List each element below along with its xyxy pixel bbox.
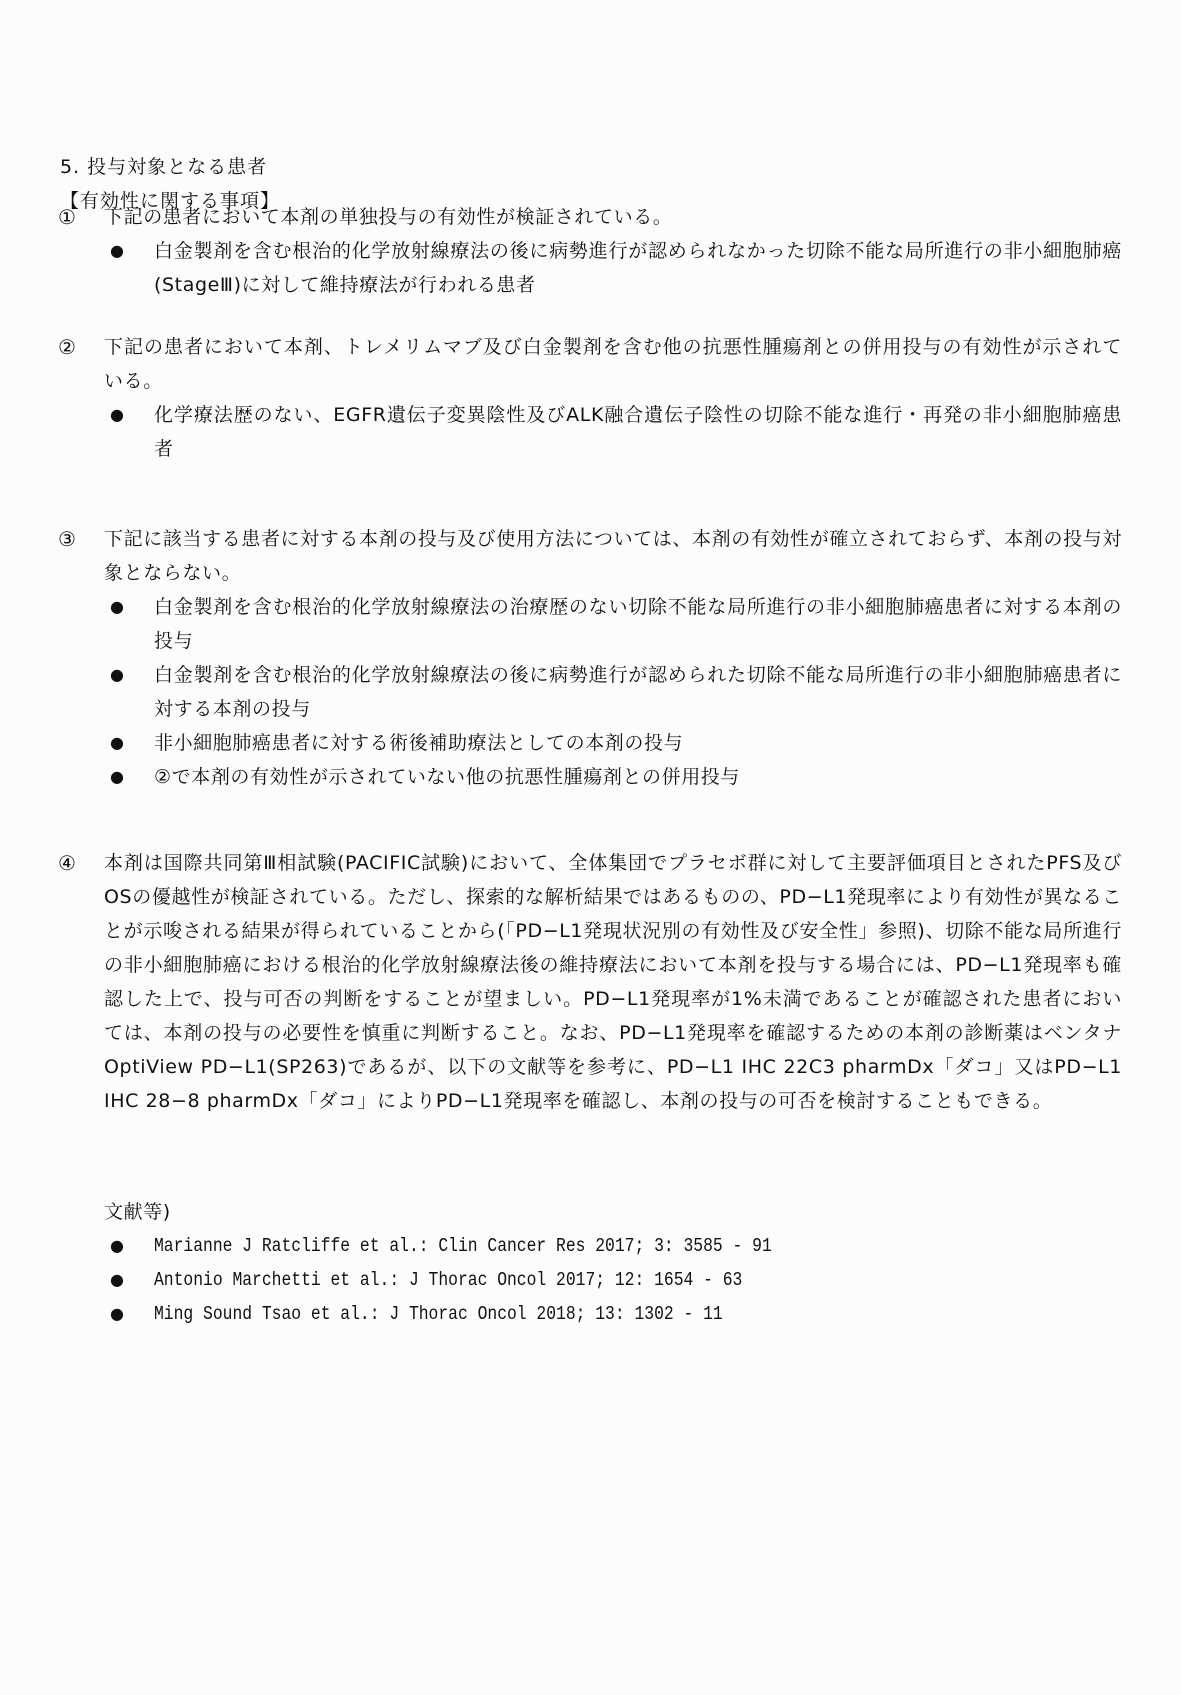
bullet-item	[110, 234, 1122, 302]
item-text: 下記に該当する患者に対する本剤の投与及び使用方法については、本剤の有効性が確立されておらず、本剤の投与対象とならない。	[104, 528, 1122, 584]
bullet-text: 非小細胞肺癌患者に対する術後補助療法としての本剤の投与	[154, 732, 684, 754]
bullet-icon: ●	[110, 767, 124, 786]
references-heading: 文献等)	[104, 1201, 171, 1223]
bullet-list	[58, 590, 1122, 794]
subheading-efficacy: 【有効性に関する事項】	[60, 190, 281, 212]
bullet-icon: ●	[110, 241, 124, 260]
item-2	[58, 330, 1122, 466]
bullet-text: 白金製剤を含む根治的化学放射線療法の後に病勢進行が認められなかった切除不能な局所進行の非小細胞肺癌(StageⅢ)に対して維持療法が行われる患者	[154, 240, 1122, 296]
bullet-list	[58, 398, 1122, 466]
bullet-icon: ●	[110, 665, 124, 684]
item-text: 本剤は国際共同第Ⅲ相試験(PACIFIC試験)において、全体集団でプラセボ群に対して主要評価項目とされたPFS及びOSの優越性が検証されている。ただし、探索的な解析結果ではあるものの、PD−L1発現率により有効性が異なることが示唆される結果が得られていることから(「PD−L1発現状況別の有効性及び安全性」参照)、切除不能な局所進行の非小細胞肺癌における根治的化学放射線療法後の維持療法において本剤を投与する場合には、PD−L1発現率も確認した上で、投与可否の判断をすることが望ましい。PD−L1発現率が1%未満であることが確認された患者においては、本剤の投与の必要性を慎重に判断すること。なお、PD−L1発現率を確認するための本剤の診断薬はベンタナOptiView PD−L1(SP263)であるが、以下の文献等を参考に、PD−L1 IHC 22C3 pharmDx「ダコ」又はPD−L1 IHC 28−8 pharmDx「ダコ」によりPD−L1発現率を確認し、本剤の投与の可否を検討することもできる。	[104, 852, 1122, 1112]
item-marker: ③	[58, 527, 76, 551]
bullet-text: 白金製剤を含む根治的化学放射線療法の後に病勢進行が認められた切除不能な局所進行の非小細胞肺癌患者に対する本剤の投与	[154, 664, 1122, 720]
item-text: 下記の患者において本剤、トレメリムマブ及び白金製剤を含む他の抗悪性腫瘍剤との併用投与の有効性が示されている。	[104, 336, 1122, 392]
reference-item	[110, 1229, 1004, 1263]
bullet-item	[110, 726, 1122, 760]
bullet-item	[110, 658, 1122, 726]
bullet-icon: ●	[110, 1236, 124, 1255]
item-4	[58, 846, 1122, 1118]
reference-text: Marianne J Ratcliffe et al.: Clin Cancer Res 2017; 3: 3585 - 91	[154, 1235, 772, 1257]
bullet-icon: ●	[110, 1304, 124, 1323]
reference-text: Ming Sound Tsao et al.: J Thorac Oncol 2018; 13: 1302 - 11	[154, 1303, 723, 1325]
bullet-icon: ●	[110, 733, 124, 752]
bullet-text: 白金製剤を含む根治的化学放射線療法の治療歴のない切除不能な局所進行の非小細胞肺癌患者に対する本剤の投与	[154, 596, 1122, 652]
reference-text: Antonio Marchetti et al.: J Thorac Oncol 2017; 12: 1654 - 63	[154, 1269, 743, 1291]
bullet-item	[110, 590, 1122, 658]
item-1	[58, 200, 1122, 302]
item-marker: ④	[58, 851, 76, 875]
bullet-icon: ●	[110, 1270, 124, 1289]
references	[104, 1195, 1004, 1331]
bullet-icon: ●	[110, 405, 124, 424]
item-marker: ①	[58, 205, 76, 229]
bullet-text: ②で本剤の有効性が示されていない他の抗悪性腫瘍剤との併用投与	[154, 766, 741, 788]
bullet-icon: ●	[110, 597, 124, 616]
reference-item	[110, 1297, 1004, 1331]
section-title: 5. 投与対象となる患者	[60, 156, 268, 178]
bullet-item	[110, 760, 1122, 794]
item-3	[58, 522, 1122, 794]
item-text: 下記の患者において本剤の単独投与の有効性が検証されている。	[104, 206, 673, 228]
bullet-text: 化学療法歴のない、EGFR遺伝子変異陰性及びALK融合遺伝子陰性の切除不能な進行・再発の非小細胞肺癌患者	[154, 404, 1122, 460]
reference-item	[110, 1263, 1004, 1297]
bullet-item	[110, 398, 1122, 466]
bullet-list	[58, 234, 1122, 302]
item-marker: ②	[58, 335, 76, 359]
